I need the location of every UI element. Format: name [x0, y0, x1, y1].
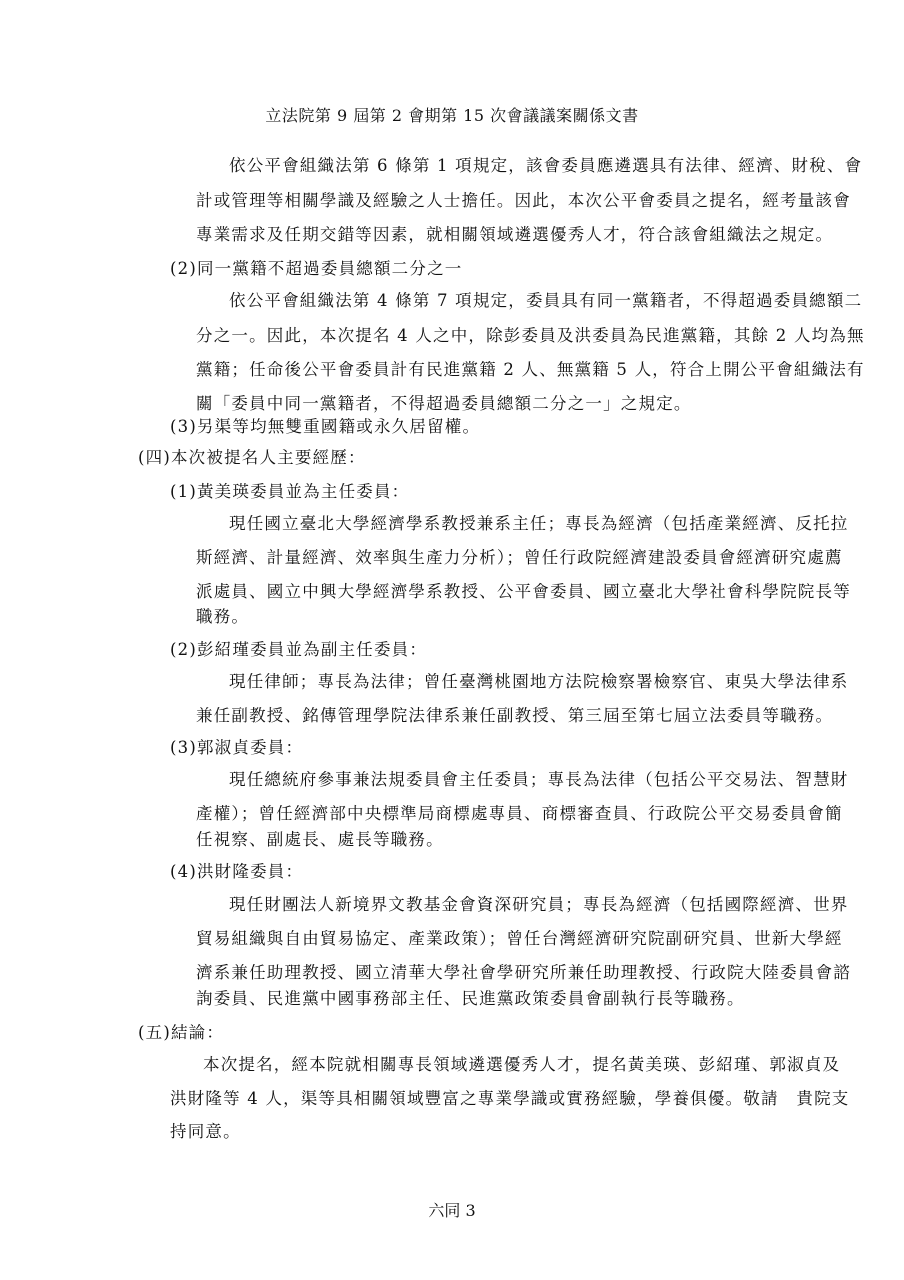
body-line: 濟系兼任助理教授、國立清華大學社會學研究所兼任助理教授、行政院大陸委員會諮	[196, 963, 851, 982]
body-line: 分之一。因此，本次提名 4 人之中，除彭委員及洪委員為民進黨籍，其餘 2 人均為無	[196, 326, 865, 345]
body-line: 產權）；曾任經濟部中央標準局商標處專員、商標審查員、行政院公平交易委員會簡	[196, 804, 843, 823]
body-line: 黨籍；任命後公平會委員計有民進黨籍 2 人、無黨籍 5 人，符合上開公平會組織法有	[196, 360, 865, 379]
body-line: 持同意。	[170, 1122, 241, 1141]
body-line: 洪財隆等 4 人，渠等具相關領域豐富之專業學識或實務經驗，學養俱優。敬請 貴院支	[170, 1089, 850, 1108]
body-line: 貿易組織與自由貿易協定、產業政策）；曾任台灣經濟研究院副研究員、世新大學經	[196, 929, 843, 948]
body-line: 現任律師；專長為法律；曾任臺灣桃園地方法院檢察署檢察官、東吳大學法律系	[229, 672, 849, 691]
body-line: 斯經濟、計量經濟、效率與生產力分析）；曾任行政院經濟建設委員會經濟研究處薦	[196, 548, 843, 567]
body-line: 現任國立臺北大學經濟學系教授兼系主任；專長為經濟（包括產業經濟、反托拉	[229, 514, 849, 533]
subsection-heading: (4)洪財隆委員：	[170, 862, 304, 881]
section-heading: (四)本次被提名人主要經歷：	[138, 448, 366, 467]
subsection-heading: (2)彭紹瑾委員並為副主任委員：	[170, 640, 428, 659]
page-header: 立法院第 9 屆第 2 會期第 15 次會議議案關係文書	[265, 106, 639, 125]
page-number: 六同 3	[428, 1201, 476, 1220]
body-line: 現任總統府參事兼法規委員會主任委員；專長為法律（包括公平交易法、智慧財	[229, 770, 849, 789]
body-line: 任視察、副處長、處長等職務。	[196, 830, 444, 849]
body-line: 計或管理等相關學識及經驗之人士擔任。因此，本次公平會委員之提名，經考量該會	[196, 191, 851, 210]
subsection-heading: (3)另渠等均無雙重國籍或永久居留權。	[170, 417, 481, 436]
subsection-heading: (1)黃美瑛委員並為主任委員：	[170, 482, 410, 501]
body-line: 依公平會組織法第 4 條第 7 項規定，委員具有同一黨籍者，不得超過委員總額二	[229, 291, 863, 310]
body-line: 本次提名，經本院就相關專長領域遴選優秀人才，提名黃美瑛、彭紹瑾、郭淑貞及	[203, 1055, 841, 1074]
body-line: 職務。	[196, 607, 250, 626]
body-line: 專業需求及任期交錯等因素，就相關領域遴選優秀人才，符合該會組織法之規定。	[196, 225, 834, 244]
body-line: 依公平會組織法第 6 條第 1 項規定，該會委員應遴選具有法律、經濟、財稅、會	[229, 156, 863, 175]
subsection-heading: (3)郭淑貞委員：	[170, 738, 304, 757]
body-line: 派處員、國立中興大學經濟學系教授、公平會委員、國立臺北大學社會科學院院長等	[196, 582, 851, 601]
subsection-heading: (2)同一黨籍不超過委員總額二分之一	[170, 259, 463, 278]
section-heading: (五)結論：	[138, 1023, 225, 1042]
body-line: 兼任副教授、銘傳管理學院法律系兼任副教授、第三屆至第七屆立法委員等職務。	[196, 706, 834, 725]
body-line: 詢委員、民進黨中國事務部主任、民進黨政策委員會副執行長等職務。	[196, 989, 745, 1008]
body-line: 現任財團法人新境界文教基金會資深研究員；專長為經濟（包括國際經濟、世界	[229, 895, 849, 914]
body-line: 關「委員中同一黨籍者，不得超過委員總額二分之一」之規定。	[196, 394, 692, 413]
